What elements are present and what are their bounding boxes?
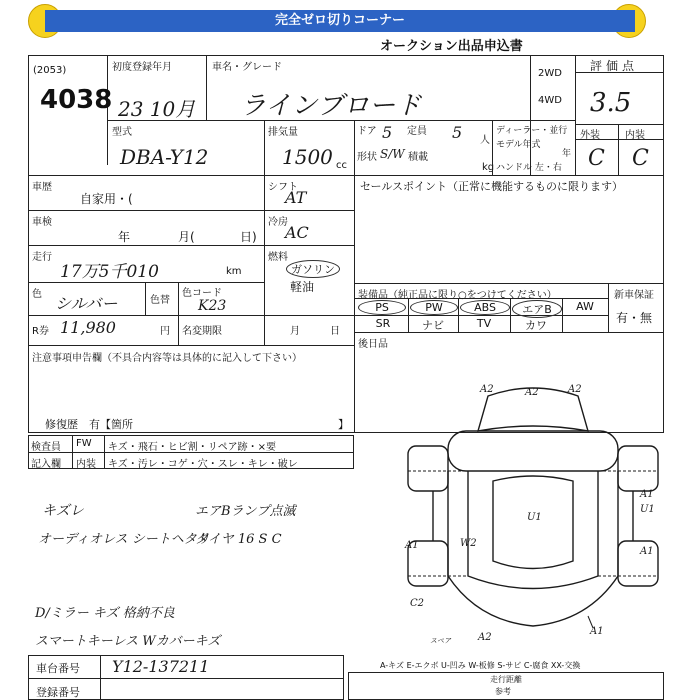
model-year-label: モデル年式 xyxy=(496,140,541,150)
entry-interior-items: キズ・汚レ・コゲ・穴・スレ・キレ・破レ xyxy=(108,459,298,470)
lot-code: (2053) xyxy=(33,65,67,76)
new-car-warranty-value: 有・無 xyxy=(616,311,653,325)
exterior-value: C xyxy=(588,146,605,171)
recycle-label: R券 xyxy=(32,326,49,337)
drive-4wd: 4WD xyxy=(538,95,562,106)
car-damage-diagram xyxy=(388,376,678,646)
doors-value: 5 xyxy=(382,123,393,142)
car-name-label: 車名・グレード xyxy=(212,62,282,73)
load-unit: kg xyxy=(482,162,495,173)
color-code-label: 色コード xyxy=(182,288,222,299)
model-year-unit: 年 xyxy=(562,149,572,159)
shape-value: S/W xyxy=(380,147,405,161)
equip-navi: ナビ xyxy=(422,319,444,332)
mileage-ref-note: 参考 xyxy=(495,687,511,696)
new-car-warranty-label: 新車保証 xyxy=(614,290,654,301)
car-history-label: 車歴 xyxy=(32,182,52,193)
mileage-unit: km xyxy=(226,266,242,277)
first-reg-value: 23 10月 xyxy=(118,97,196,121)
entry-label: 記入欄 xyxy=(31,459,61,470)
displacement-unit: cc xyxy=(336,160,347,171)
rear-seat-label: 後日品 xyxy=(358,339,388,350)
capacity-value: 5 xyxy=(452,123,463,142)
vin-label: 車台番号 xyxy=(36,662,80,675)
equip-tv: TV xyxy=(476,317,492,330)
car-name-value: ラインブロード xyxy=(240,91,422,121)
mileage-label: 走行 xyxy=(32,252,52,263)
mark-a2-rear: A2 xyxy=(478,632,492,643)
recycle-value: 11,980 xyxy=(60,318,116,337)
handle-label: ハンドル 左・右 xyxy=(496,163,562,173)
shape-label: 形状 xyxy=(357,152,377,163)
mark-a2-front-left: A2 xyxy=(480,384,494,395)
capacity-unit: 人 xyxy=(480,135,490,146)
equipment-label: 装備品（純正品に限り○をつけてください） xyxy=(358,290,557,301)
fuel-gas: ガソリン xyxy=(286,260,340,278)
equip-airbag: エアB xyxy=(512,300,562,318)
reg-number-label: 登録番号 xyxy=(36,686,80,699)
color-code-value: K23 xyxy=(198,298,227,314)
sales-point-label: セールスポイント（正常に機能するものに限ります） xyxy=(360,180,624,193)
form-title: オークション出品申込書 xyxy=(380,39,523,54)
interior-label: 内装 xyxy=(625,130,645,141)
color-label: 色 xyxy=(32,289,42,300)
car-history-value: 自家用・( xyxy=(80,192,133,206)
notes-label: 注意事項申告欄（不具合内容等は具体的に記入して下さい） xyxy=(32,353,302,364)
exterior-label: 外装 xyxy=(580,130,600,141)
mark-w2-left: W2 xyxy=(460,538,477,549)
model-value: DBA-Y12 xyxy=(120,145,209,169)
repair-history: 修復歴 有【箇所 xyxy=(45,418,133,431)
mark-a1-right-2: A1 xyxy=(640,546,654,557)
note-5: エアBランプ点滅 xyxy=(195,504,296,519)
inspector-fw: FW xyxy=(76,438,92,449)
equip-ps: PS xyxy=(358,300,406,315)
color-value: シルバー xyxy=(55,294,118,313)
mark-spare: スペア xyxy=(430,637,451,645)
equip-abs: ABS xyxy=(460,300,510,315)
damage-legend: A-キズ E-エクボ U-凹み W-板修 S-サビ C-腐食 XX-交換 xyxy=(380,661,581,670)
inspection-day: 日) xyxy=(240,230,257,244)
inspection-month: 月( xyxy=(178,230,195,244)
note-3: D/ミラー キズ 格納不良 xyxy=(35,606,175,621)
mark-a1-left: A1 xyxy=(405,540,419,551)
mark-a2-front-center: A2 xyxy=(525,387,539,398)
mark-c2-rear: C2 xyxy=(410,598,425,609)
capacity-label: 定員 xyxy=(407,126,427,137)
inspection-year: 年 xyxy=(118,230,131,244)
name-change-day: 日 xyxy=(330,326,340,337)
mileage-ref-label: 走行距離 xyxy=(490,675,522,684)
displacement-value: 1500 xyxy=(282,145,333,169)
mark-u1-right: U1 xyxy=(640,504,655,515)
drive-2wd: 2WD xyxy=(538,68,562,79)
banner: 完全ゼロ切りコーナー xyxy=(45,10,635,32)
note-1: キズレ xyxy=(42,503,84,519)
aircon-value: AC xyxy=(285,223,309,242)
entry-interior: 内装 xyxy=(76,459,96,470)
name-change-month: 月 xyxy=(290,326,300,337)
mileage-value: 17万5千010 xyxy=(60,262,159,282)
mark-a1-rear: A1 xyxy=(590,626,604,637)
note-6: タイヤ 16 S C xyxy=(195,532,282,547)
score-label: 評価点 xyxy=(590,59,639,73)
equip-sr: SR xyxy=(375,317,391,330)
equip-pw: PW xyxy=(410,300,458,315)
inspector-label: 検査員 xyxy=(31,442,61,453)
note-2: オーディオレス シートヘタリ xyxy=(38,532,210,547)
doors-label: ドア xyxy=(357,126,377,137)
recycle-unit: 円 xyxy=(160,326,170,337)
mark-a1-right-1: A1 xyxy=(640,489,654,500)
shift-value: AT xyxy=(285,188,307,207)
mark-u1-roof: U1 xyxy=(527,512,542,523)
equip-leather: カワ xyxy=(525,319,547,332)
color-change-label: 色替 xyxy=(150,295,170,306)
fuel-diesel: 軽油 xyxy=(290,280,315,294)
mark-a2-front-right: A2 xyxy=(568,384,582,395)
inspection-label: 車検 xyxy=(32,217,52,228)
repair-history-end: 】 xyxy=(338,418,349,431)
lot-number: 4038 xyxy=(40,85,113,115)
equip-aw: AW xyxy=(576,300,594,313)
aircon-label: 冷房 xyxy=(268,217,288,228)
shift-label: シフト xyxy=(268,182,298,193)
name-change-label: 名変期限 xyxy=(182,326,222,337)
displacement-label: 排気量 xyxy=(268,127,298,138)
model-label: 型式 xyxy=(112,127,132,138)
note-4: スマートキーレス Wカバーキズ xyxy=(35,634,221,649)
dealer-label: ディーラー・並行 xyxy=(496,126,568,136)
first-reg-label: 初度登録年月 xyxy=(112,62,172,73)
fuel-label: 燃料 xyxy=(268,252,288,263)
inspector-fw-items: キズ・飛石・ヒビ割・リペア跡・×要 xyxy=(108,442,276,453)
score-value: 3.5 xyxy=(590,88,632,118)
load-label: 積載 xyxy=(408,152,428,163)
vin-value: Y12-137211 xyxy=(112,657,210,676)
interior-value: C xyxy=(632,146,649,171)
